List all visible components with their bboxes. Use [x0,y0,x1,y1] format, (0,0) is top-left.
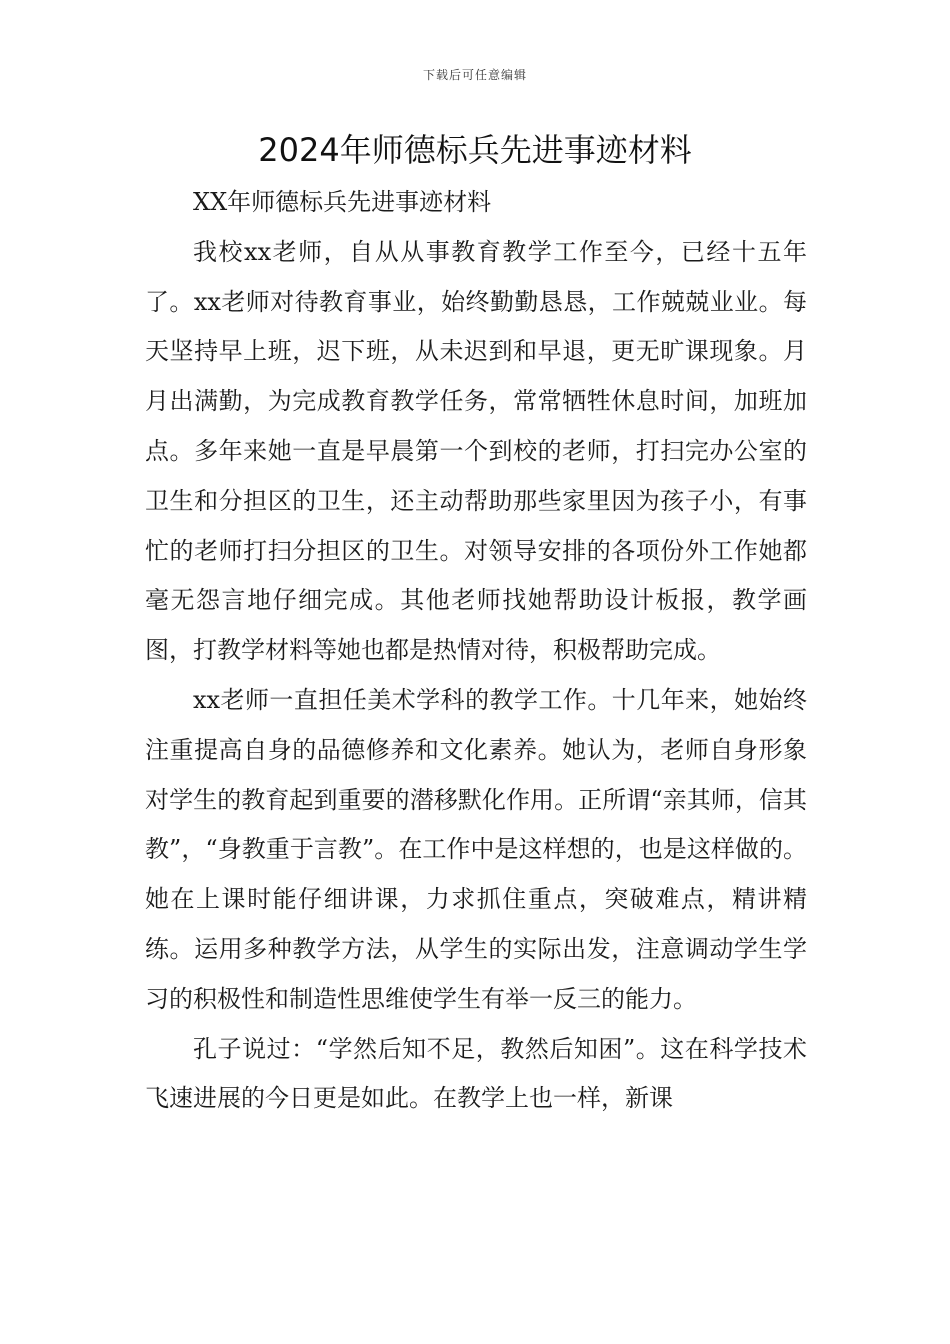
header-note: 下载后可任意编辑 [422,68,527,82]
paragraph-1: 我校xx老师，自从从事教育教学工作至今，已经十五年了。xx老师对待教育事业，始终勤勤恳恳，工作兢兢业业。每天坚持早上班，迟下班，从未迟到和早退，更无旷课现象。月月出满勤，为完成教育教学任务，常常牺牲休息时间，加班加点。多年来她一直是早晨第一个到校的老师，打扫完办公室的卫生和分担区的卫生，还主动帮助那些家里因为孩子小，有事忙的老师打扫分担区的卫生。对领导安排的各项份外工作她都毫无怨言地仔细完成。其他老师找她帮助设计板报，教学画图，打教学材料等她也都是热情对待，积极帮助完成。 [145,237,807,665]
document-title: 2024年师德标兵先进事迹材料 [258,131,692,169]
paragraph-2: xx老师一直担任美术学科的教学工作。十几年来，她始终注重提高自身的品德修养和文化素养。她认为，老师自身形象对学生的教育起到重要的潜移默化作用。正所谓“亲其师，信其教”，“身教重于言教”。在工作中是这样想的，也是这样做的。她在上课时能仔细讲课，力求抓住重点，突破难点，精讲精练。运用多种教学方法，从学生的实际出发，注意调动学生学习的积极性和制造性思维使学生有举一反三的能力。 [145,685,807,1013]
document-subtitle: XX年师德标兵先进事迹材料 [193,188,492,216]
document-body [145,178,807,1124]
paragraph-3: 孔子说过：“学然后知不足，教然后知困”。这在科学技术飞速进展的今日更是如此。在教学上也一样，新课 [145,1034,807,1113]
